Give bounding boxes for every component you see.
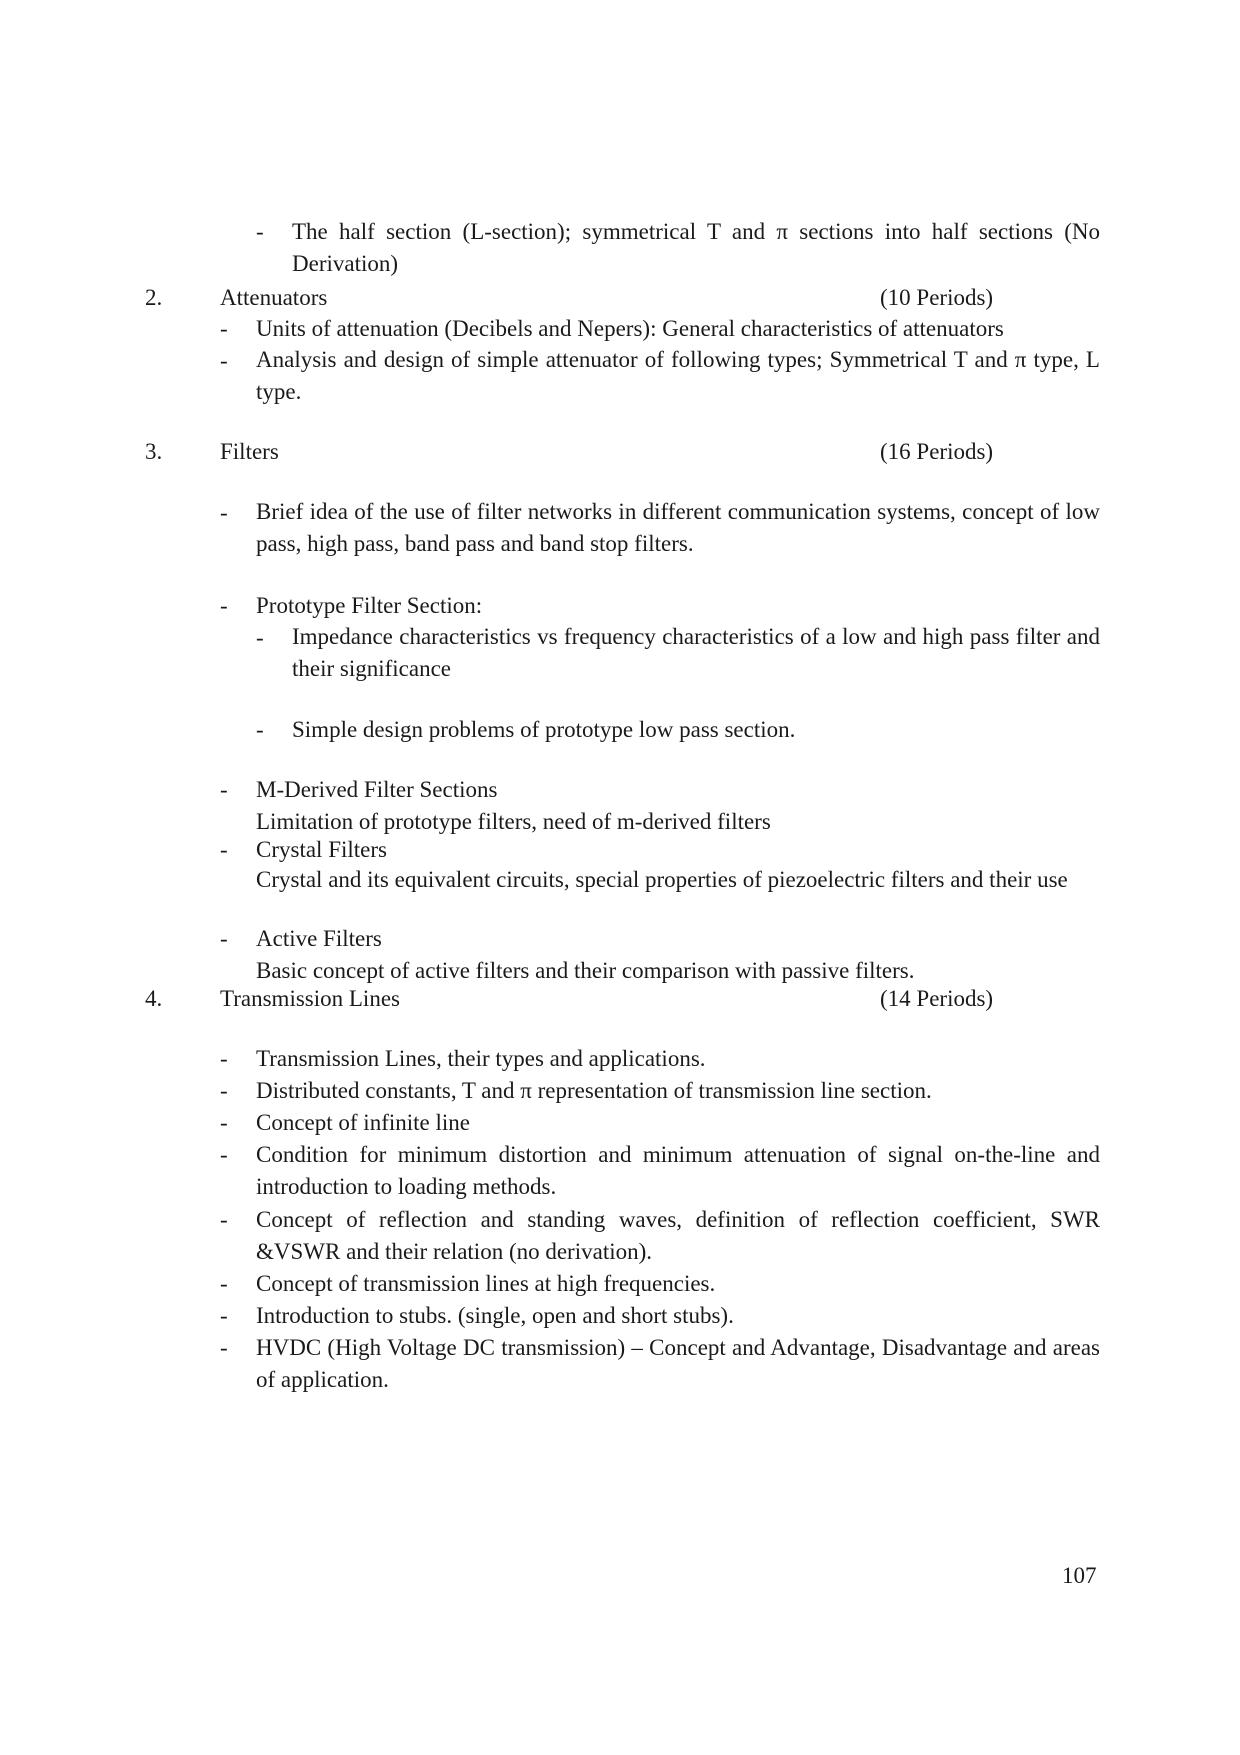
list-item: Concept of transmission lines at high frequencies. (256, 1271, 716, 1296)
list-item: Introduction to stubs. (single, open and short stubs). (256, 1303, 734, 1328)
bullet-dash: - (256, 625, 264, 650)
list-item: M-Derived Filter Sections (256, 777, 498, 802)
list-item: Concept of reflection and standing waves, definition of reflection coefficient, SWR &VSWR and their relation (no derivation). (256, 1207, 1100, 1264)
bullet-dash: - (220, 348, 228, 373)
bullet-dash: - (220, 500, 228, 525)
list-item: Crystal Filters (256, 837, 387, 862)
bullet-dash: - (220, 1207, 228, 1232)
intro-item: The half section (L-section); symmetrical T and π sections into half sections (No Derivation) (292, 219, 1100, 276)
bullet-dash: - (220, 1046, 228, 1071)
list-item: Concept of infinite line (256, 1110, 470, 1135)
bullet-dash: - (220, 1142, 228, 1167)
list-item: Brief idea of the use of filter networks in different communication systems, concept of low pass, high pass, band pass and band stop filters. (256, 499, 1100, 556)
bullet-dash: - (220, 777, 228, 802)
list-item: Impedance characteristics vs frequency characteristics of a low and high pass filter and their significance (292, 624, 1100, 681)
list-item: HVDC (High Voltage DC transmission) – Concept and Advantage, Disadvantage and areas of application. (256, 1335, 1100, 1392)
list-item: Units of attenuation (Decibels and Nepers): General characteristics of attenuators (256, 316, 1004, 341)
list-item: Condition for minimum distortion and minimum attenuation of signal on-the-line and introduction to loading methods. (256, 1142, 1100, 1199)
bullet-dash: - (220, 1271, 228, 1296)
bullet-dash: - (220, 1078, 228, 1103)
list-item: Transmission Lines, their types and applications. (256, 1046, 706, 1071)
bullet-dash: - (256, 219, 264, 244)
list-item-description: Limitation of prototype filters, need of m-derived filters (256, 809, 771, 834)
list-item: Active Filters (256, 926, 382, 951)
bullet-dash: - (220, 593, 228, 618)
bullet-dash: - (220, 1303, 228, 1328)
section-number: 3. (145, 439, 163, 464)
list-item: Simple design problems of prototype low pass section. (292, 717, 796, 742)
bullet-dash: - (220, 926, 228, 951)
section-periods: (10 Periods) (880, 285, 994, 310)
section-number: 2. (145, 285, 163, 310)
bullet-dash: - (220, 316, 228, 341)
section-title-filters: Filters (220, 439, 279, 464)
section-periods: (16 Periods) (880, 439, 994, 464)
list-item: Analysis and design of simple attenuator of following types; Symmetrical T and π type, L type. (256, 347, 1100, 404)
page-number: 107 (1062, 1563, 1097, 1588)
section-number: 4. (145, 986, 163, 1011)
section-title-transmission-lines: Transmission Lines (220, 986, 400, 1011)
bullet-dash: - (220, 837, 228, 862)
list-item-description: Basic concept of active filters and their comparison with passive filters. (256, 958, 915, 983)
section-periods: (14 Periods) (880, 986, 994, 1011)
list-item-description: Crystal and its equivalent circuits, special properties of piezoelectric filters and their use (256, 867, 1068, 892)
bullet-dash: - (256, 717, 264, 742)
list-item: Distributed constants, T and π representation of transmission line section. (256, 1078, 932, 1103)
list-item: Prototype Filter Section: (256, 593, 483, 618)
section-title-attenuators: Attenuators (220, 285, 328, 310)
bullet-dash: - (220, 1110, 228, 1135)
bullet-dash: - (220, 1335, 228, 1360)
